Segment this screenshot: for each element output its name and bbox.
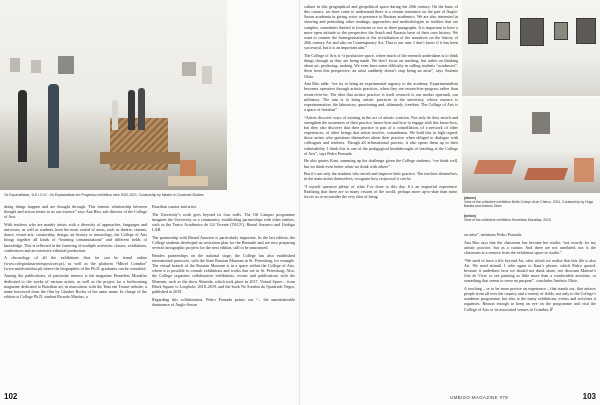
visitor-figure <box>18 90 27 162</box>
paragraph: Ana Rito adds: “we try to bring an experimental urgency to the academy. Experimentalism becomes operative through artistic practices, when they are research-in-progress rather than research-to-be. The idea that artistic practice is itself research is our modus operandi, our militancy. The aim is to bring artistic practices to the university, whose essence is experimentation, the laboratory, questioning and, ultimately, freedom. The College of Arts is a space of freedom”. <box>304 81 458 112</box>
framed-artwork <box>520 18 544 46</box>
framed-artwork <box>576 18 596 44</box>
visitor-figure <box>112 100 118 130</box>
caption-below-label: (below) <box>464 214 476 218</box>
left-text-column-2 <box>152 204 295 390</box>
wall-artwork <box>10 58 20 72</box>
end-mark: // <box>550 306 553 312</box>
wooden-sculpture-base <box>100 152 180 164</box>
framed-artwork <box>468 18 488 44</box>
exhibition-photo-above <box>462 0 600 96</box>
paragraph: “I myself question plenty of what I’ve done to this day. It’s an impactful experience. Realising that there are so many visions of the world, perhaps more up-to-date than mine, forces us to reconsider the very idea of being <box>304 184 458 200</box>
paragraph: Regarding this collaboration, Pedro Pousada points out “... the unmistakeable dominance of Anglo-Saxon <box>152 296 295 307</box>
paragraph: The University’s work goes beyond its four walls. The Off Campus programme imagines the University as a community, establishing partnerships with other entities, such as the Teatro Académico de Gil Vicente (TAGV), Bienal Anozero and Umbigo LAB. <box>152 211 295 233</box>
caption-above-label: (above) <box>464 196 477 200</box>
paragraph: Ana Rito says that the classroom has become her studio, “not exactly for my artistic practice, but as a curator. And there are not unrelated, nor is the classroom at a remove from the exhibition space or studio.” <box>464 239 596 255</box>
floor-artwork <box>524 168 568 180</box>
exhibition-photo-below <box>462 98 600 193</box>
exhibition-photo-main <box>0 0 227 190</box>
wall-artwork <box>31 60 41 73</box>
caption-above <box>464 196 596 209</box>
wall-artwork <box>58 56 74 74</box>
paragraph: But it’s not only the students who enrich and improve their practice. The teachers themselves, in the main artists themselves, recognise how reciprocal it can be. <box>304 171 458 182</box>
magazine-label: UMBIGO MAGAZINE #78 <box>450 395 509 400</box>
visitor-figure <box>128 90 135 130</box>
paragraph: The partnership with Bienal Anozero is particularly important. In the last edition, the College students developed an activation plan for the Biennale and are now preparing several cartographic projects for the next edition, still to be announced. <box>152 234 295 251</box>
wall-artwork <box>532 112 550 134</box>
visitor-figure <box>48 84 59 168</box>
paragraph: He also quotes Kant, summing up the challenge given the College students: “we think well, but we think even better when we think with others”. <box>304 158 458 169</box>
paragraph: an artist”, mentions Pedro Pousada. <box>464 232 523 237</box>
left-text-column-1 <box>4 204 147 390</box>
visitor-figure <box>138 88 145 130</box>
paragraph <box>464 286 596 312</box>
main-photo-caption: Os Espacialistas, ‘A.E.I.O.U.’. Os Espacialistas em Progresso exhibition view 2020-2021. Curatorship by Master in Curatorial Studies <box>4 193 204 197</box>
paragraph: “We need to have a life beyond Art, after which we realise that this life is also Art. We need stimuli. I refer again to Kant’s phrase, which Pedro quoted, because it underlines how we should not think alone, nor discount Matisse’s Joie de Vivre or see painting as little more than a comfortable armchair, or something that seems to serve no purpose”, concludes António Olaio. <box>464 257 596 284</box>
page-number-right: 103 <box>582 392 596 401</box>
right-text-column-main <box>304 4 458 396</box>
framed-artwork <box>496 22 510 40</box>
wall-artwork <box>202 66 212 84</box>
paragraph-text: A teaching – or to be more precise an experience – that stands out, that attracts people from all over the country and a variety of fields, not only to the College’s academic programme, but also to the many exhibitions, events and activities it organises. Reason enough to keep an eye on the programme and visit the College of Arts or its associated venues in Coimbra. <box>464 285 596 312</box>
floor-artwork <box>574 158 594 182</box>
paragraph: Brazilian curator and artist. <box>152 204 197 209</box>
paragraph: With teachers who are mainly artists with a diversity of approaches, languages and universes, as well as students from the most varied of areas, such as theatre, cinema, dance, visual arts, curatorship, design, art history or museology, the College of Arts brings together all kinds of “learning contaminations” and different fields of knowledge. This is reflected in the fostering of multiple activities: classes, exhibitions, conferences and an extensive editorial production. <box>4 221 147 253</box>
paragraph: Among the publications, of particular interest is the magazine Homeless Monalisa dedicated to the works of various artists, as well as the project for a forthcoming magazine dedicated to Brazilian art, in association with the Tena em Transe website, a name borrowed from the film by Glauber Rocha of the same name. In charge of the edition is College Ph.D. student Ricardo Martins, a <box>4 273 147 299</box>
floor-artwork <box>168 176 208 186</box>
paragraph: doing things happen and are thought through. This enemic relationship between thought and action seems to us our essence” says Ana Rito, sub-director of the College of Arts. <box>4 204 147 220</box>
page-number-left: 102 <box>4 392 18 401</box>
paragraph: The College of Arts is “a productive space, where much of the research undertaken is to think things through as they are being made. We don’t focus on teaching, but rather on thinking about art, producing, making. We even have some difficulty in calling students “academics”. Seen from this perspective, an artist suddenly doesn’t stop being an artist”, says António Olaio. <box>304 52 458 79</box>
caption-below-text: View of the collective exhibition Homeless Monalisa, 2019 <box>464 218 551 223</box>
paragraph: Besides partnerships on the national stage, the College has also established international protocols, with the State Russian Museum in St. Petersburg, for example. The virtual branch of the Russian Museum is in a space within the College of Arts, where it is possible to consult exhibitions and works that are in St. Petersburg. Also, the College organises collaborative exhibitions, events and publications with the Museum, such as the show Almeida, which took place in 2017, Virtual Space – from Black Square to Loophole, 2018–2019, and the book No Sombra do Quadrado Negro, published in 2019. <box>152 252 295 294</box>
wall-artwork <box>470 116 482 132</box>
wall-artwork <box>182 62 196 76</box>
paragraph: culture in this geographical and geopolitical space during the 20th century. On the basis of this contact, we have come to understand there is a certain resistance on the part of Anglo-Saxon academia in giving voice or presence to Russian academics. We are also interested in showing and permitting other readings, approaches and methodologies to realities that are complex, sometimes limited to footnotes or two or three paragraphs. It is important to have a more open attitude to the perspective the South and Eurasia have of their own history. We want to counter the homogenisation or the trivialisation of the narratives on the history of 20th century Art and also on Contemporary Art. That is our aim; I don’t know if it has been successful, but it is an important aim.” <box>304 4 458 51</box>
paragraph: A chronology of all the exhibitions thus far can be found online (www.colegiodasartesexposicoes.pt), as well as the platform “Mitrel Coimbra” (www.mitelcoimbra.pt) where the biographies of the Ph.D. graduates can be consulted. <box>4 255 147 271</box>
caption-above-text: View of the collective exhibition Nella Coleçe di de Chirico, 2021. Curatorship by Hugo Barata and António Olaio <box>464 200 594 209</box>
right-page <box>300 0 600 405</box>
floor-artwork <box>473 160 516 174</box>
caption-below <box>464 214 596 222</box>
paragraph: “Artists discover ways of existing in the act of artistic creation. Not only do they enrich and strengthen the awareness of their practice, know-how and how to engage with this know-how, but they also discover that their practice is part of a constellation, of a network of other experiences, of other beings that artists involve, conundrums. We hold this in high regard: those artists who questions themselves about their practice when obliged to dialogue with colleagues and teachers. Though all affirmational process, it also opens them up to their vulnerability. I think this is one of the pedagogical breakthroughs of teaching at the College of Arts”, says Pedro Pousada. <box>304 114 458 156</box>
right-text-column-narrow <box>464 232 596 390</box>
framed-artwork <box>554 22 568 40</box>
